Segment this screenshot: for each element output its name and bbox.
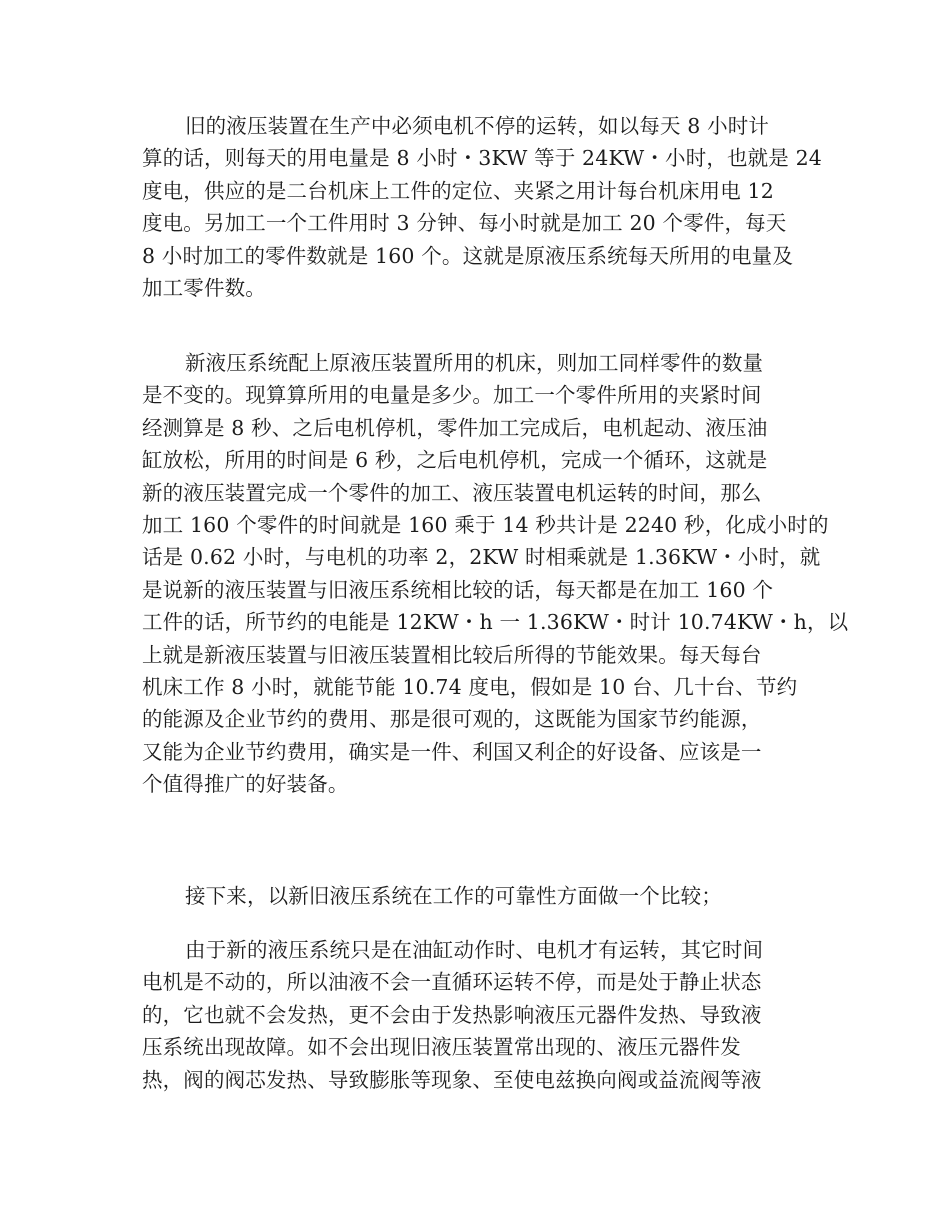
paragraph-line: 个值得推广的好装备。: [142, 772, 349, 797]
paragraph-line: 又能为企业节约费用，确实是一件、利国又利企的好设备、应该是一: [142, 739, 762, 764]
paragraph-line: 电机是不动的，所以油液不会一直循环运转不停，而是处于静止状态: [142, 970, 762, 995]
paragraph-line: 新液压系统配上原液压装置所用的机床，则加工同样零件的数量: [185, 351, 764, 375]
paragraph-1: [142, 110, 822, 304]
paragraph-line: 算的话，则每天的用电量是 8 小时・3KW 等于 24KW・小时，也就是 24: [142, 146, 822, 171]
paragraph-2: [142, 347, 849, 800]
paragraph-line: 是说新的液压装置与旧液压系统相比较的话，每天都是在加工 160 个: [142, 577, 774, 602]
paragraph-line: 缸放松，所用的时间是 6 秒，之后电机停机，完成一个循环，这就是: [142, 448, 768, 473]
paragraph-line: 压系统出现故障。如不会出现旧液压装置常出现的、液压元器件发: [142, 1035, 741, 1060]
paragraph-line: 的能源及企业节约的费用、那是很可观的，这既能为国家节约能源，: [142, 707, 762, 732]
paragraph-line: 加工零件数。: [142, 275, 266, 300]
paragraph-line: 加工 160 个零件的时间就是 160 乘于 14 秒共计是 2240 秒，化成小时的: [142, 512, 829, 537]
paragraph-line: 工件的话，所节约的电能是 12KW・h 一 1.36KW・时计 10.74KW・h，以: [142, 610, 849, 635]
paragraph-line: 话是 0.62 小时，与电机的功率 2，2KW 时相乘就是 1.36KW・小时，就: [142, 545, 821, 570]
paragraph-line: 接下来，以新旧液压系统在工作的可靠性方面做一个比较；: [185, 884, 722, 908]
paragraph-line: 新的液压装置完成一个零件的加工、液压装置电机运转的时间，那么: [142, 480, 762, 505]
paragraph-line: 8 小时加工的零件数就是 160 个。这就是原液压系统每天所用的电量及: [142, 243, 793, 268]
paragraph-line: 的，它也就不会发热，更不会由于发热影响液压元器件发热、导致液: [142, 1002, 762, 1027]
paragraph-line: 由于新的液压系统只是在油缸动作时、电机才有运转，其它时间: [185, 938, 764, 962]
paragraph-line: 上就是新液压装置与旧液压装置相比较后所得的节能效果。每天每台: [142, 642, 762, 667]
paragraph-4: [142, 934, 812, 1096]
paragraph-line: 机床工作 8 小时，就能节能 10.74 度电，假如是 10 台、几十台、节约: [142, 674, 798, 699]
paragraph-line: 度电，供应的是二台机床上工件的定位、夹紧之用计每台机床用电 12: [142, 178, 774, 203]
paragraph-line: 是不变的。现算算所用的电量是多少。加工一个零件所用的夹紧时间: [142, 383, 762, 408]
paragraph-line: 度电。另加工一个工件用时 3 分钟、每小时就是加工 20 个零件，每天: [142, 211, 787, 236]
paragraph-3: [142, 880, 812, 912]
paragraph-line: 热，阀的阀芯发热、导致膨胀等现象、至使电兹换向阀或益流阀等液: [142, 1067, 762, 1092]
paragraph-line: 旧的液压装置在生产中必须电机不停的运转，如以每天 8 小时计: [185, 114, 770, 138]
paragraph-line: 经测算是 8 秒、之后电机停机，零件加工完成后，电机起动、液压油: [142, 415, 768, 440]
